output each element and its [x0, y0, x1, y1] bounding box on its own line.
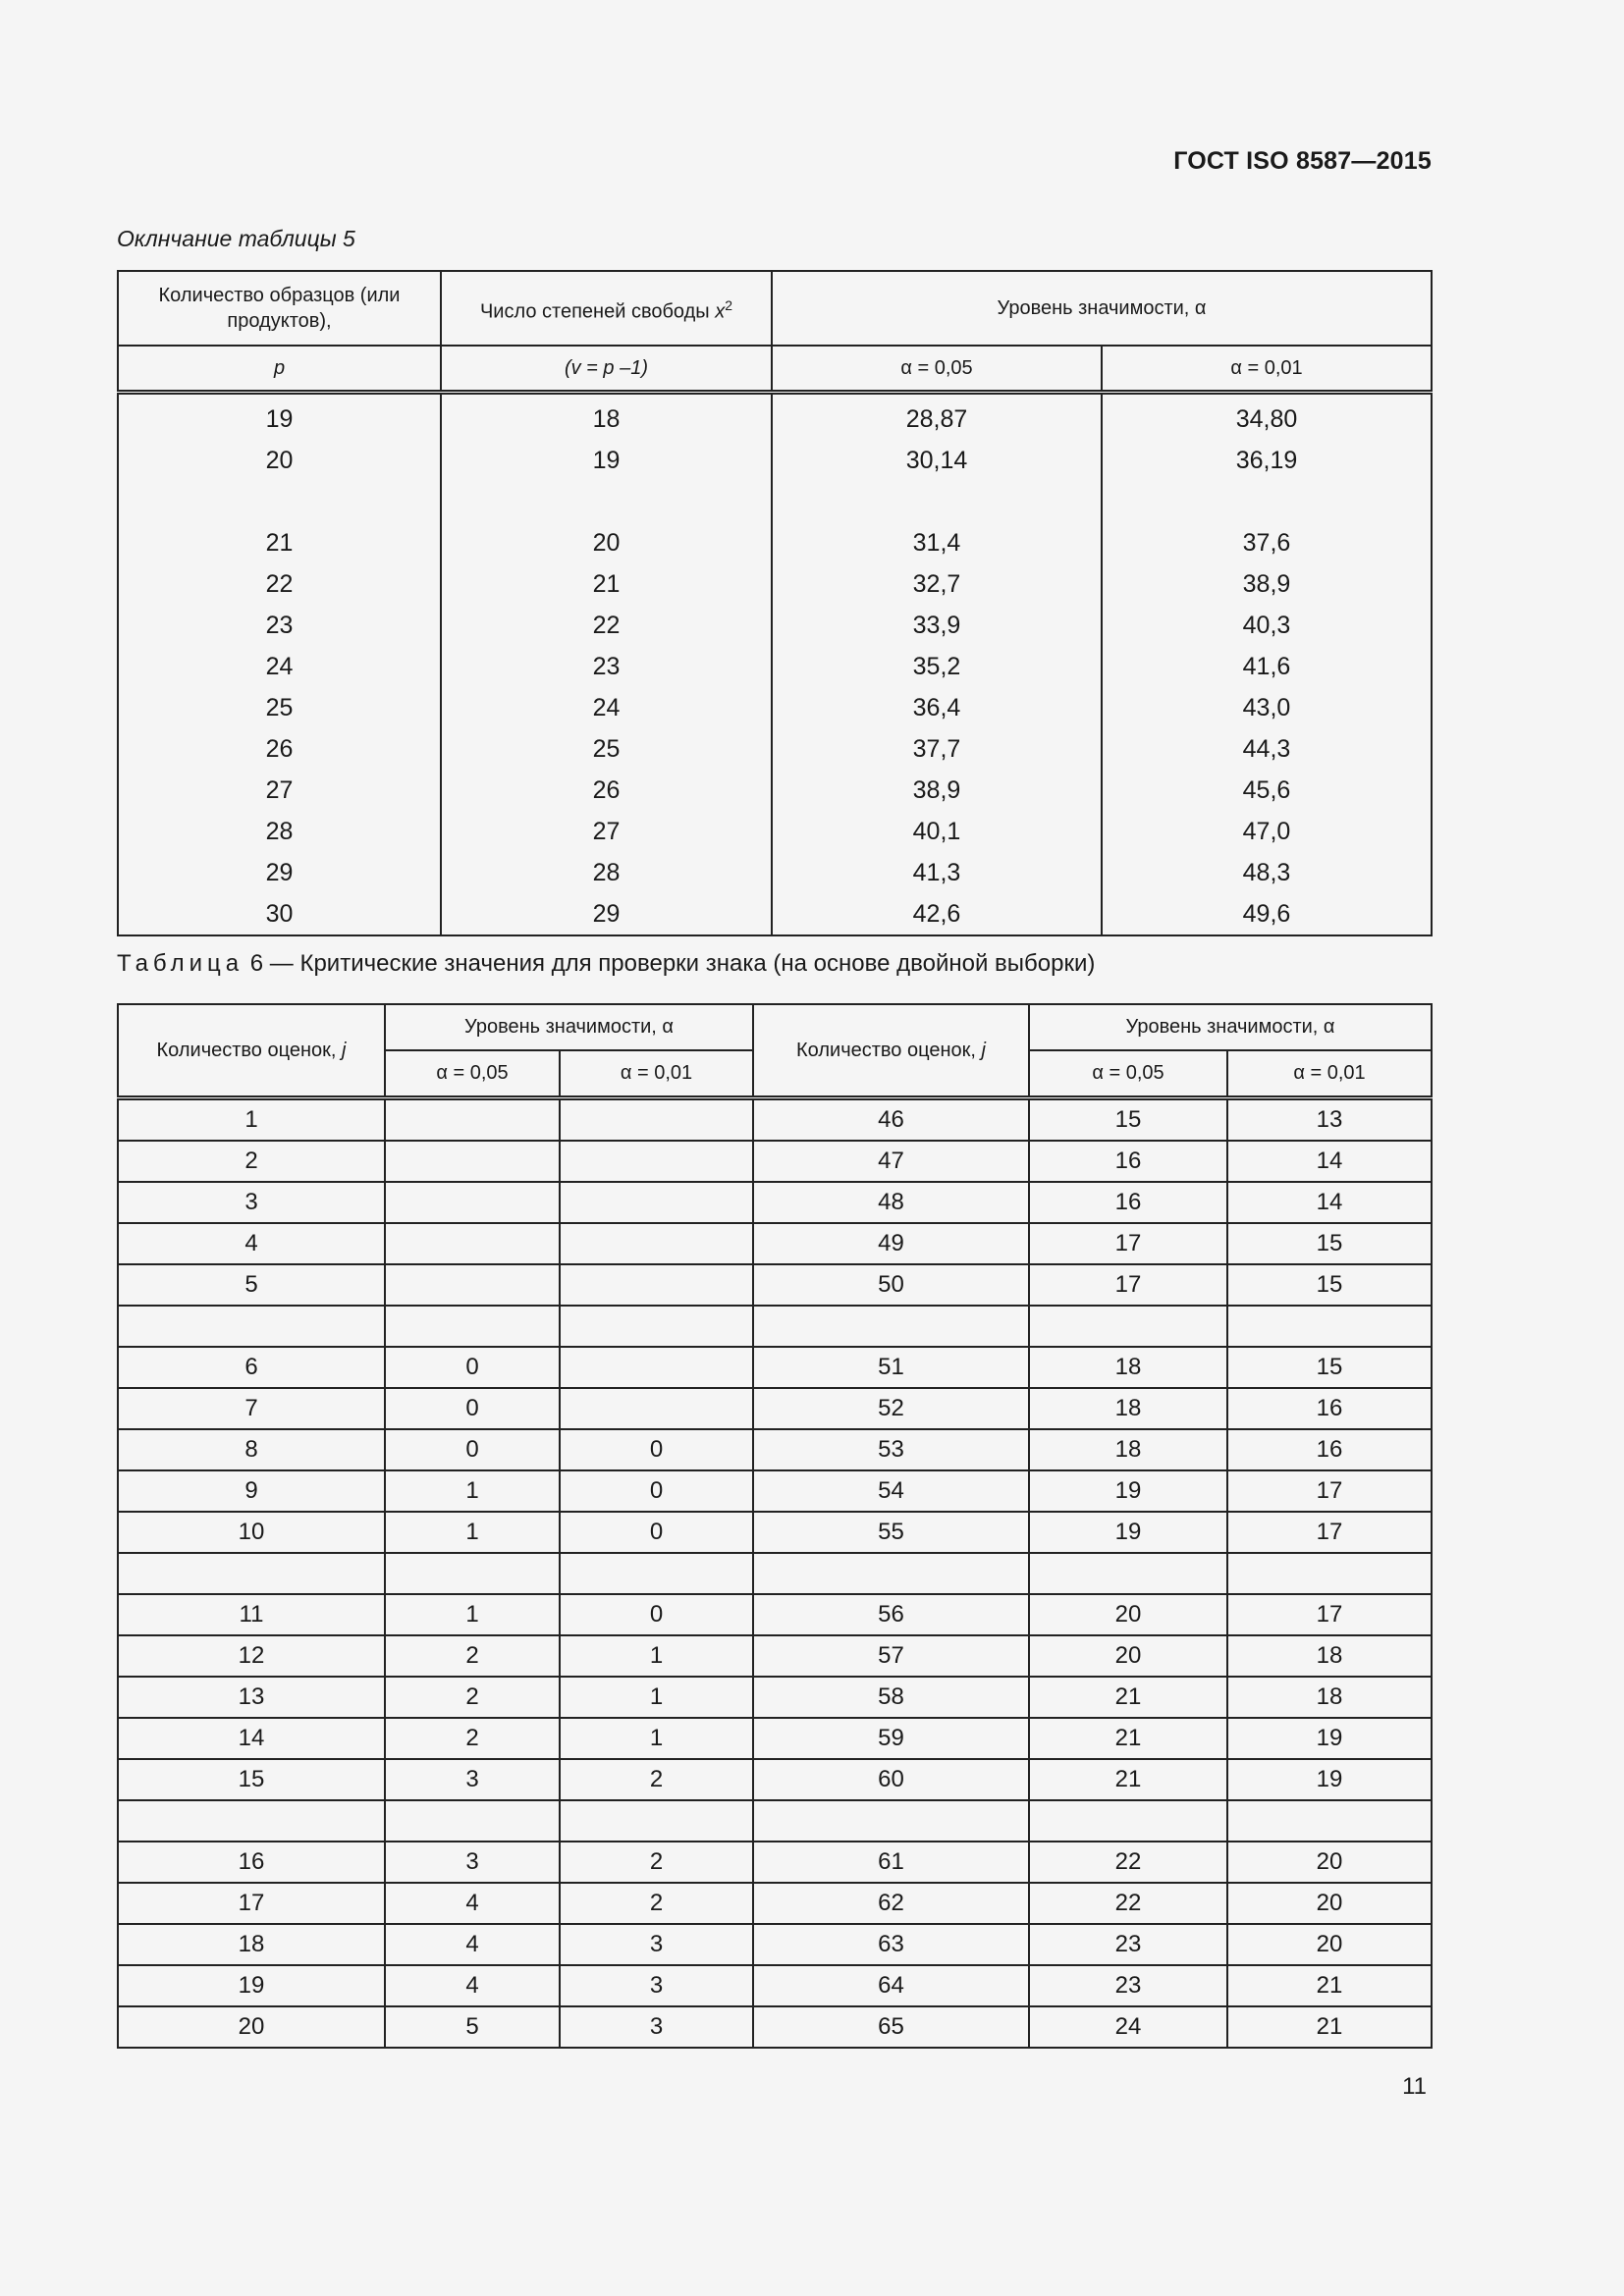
subheader-alpha-005-right: α = 0,05	[1029, 1050, 1227, 1098]
table5-subheader-row	[118, 346, 1432, 393]
table6-caption	[117, 950, 1095, 978]
table-row	[118, 728, 1432, 770]
subheader-alpha-001-left: α = 0,01	[560, 1050, 753, 1098]
table-cell: 44,3	[1102, 728, 1432, 770]
table-cell: 3	[560, 1965, 753, 2006]
table-cell: 54	[753, 1470, 1029, 1512]
table-cell: 36,4	[772, 687, 1102, 728]
table-row	[118, 1842, 1432, 1883]
header-degrees-of-freedom: Число степеней свободы $x^2$	[441, 271, 772, 346]
table-row	[118, 1512, 1432, 1553]
table-cell: 2	[560, 1842, 753, 1883]
table-row	[118, 1718, 1432, 1759]
table-cell: 0	[560, 1470, 753, 1512]
table-cell: 20	[1227, 1924, 1432, 1965]
table-cell	[385, 1098, 560, 1142]
table-cell	[1029, 1553, 1227, 1594]
table-cell: 0	[560, 1594, 753, 1635]
table-row	[118, 893, 1432, 935]
table-cell: 15	[1029, 1098, 1227, 1142]
table-cell: 27	[441, 811, 772, 852]
header-sample-count: Количество образцов (или продуктов),	[118, 271, 441, 346]
table-cell: 26	[441, 770, 772, 811]
table-cell: 62	[753, 1883, 1029, 1924]
table-row	[118, 1306, 1432, 1347]
table-cell: 20	[1029, 1635, 1227, 1677]
table-cell: 51	[753, 1347, 1029, 1388]
document-code: ГОСТ ISO 8587—2015	[1173, 147, 1432, 175]
table-cell	[753, 1306, 1029, 1347]
table-row	[118, 1759, 1432, 1800]
table-cell: 8	[118, 1429, 385, 1470]
table-cell	[560, 1388, 753, 1429]
table-cell	[385, 1223, 560, 1264]
table-cell: 20	[441, 522, 772, 563]
table-cell: 22	[1029, 1883, 1227, 1924]
table-cell: 26	[118, 728, 441, 770]
table-cell: 50	[753, 1264, 1029, 1306]
table-cell: 17	[1227, 1470, 1432, 1512]
table-cell: 63	[753, 1924, 1029, 1965]
table-cell: 38,9	[1102, 563, 1432, 605]
table-row	[118, 1594, 1432, 1635]
table-cell	[441, 481, 772, 522]
table-cell	[1227, 1553, 1432, 1594]
table-cell: 16	[1227, 1429, 1432, 1470]
table-row	[118, 1388, 1432, 1429]
table-cell: 18	[441, 393, 772, 441]
table-row	[118, 852, 1432, 893]
table-cell: 47	[753, 1141, 1029, 1182]
table-cell: 9	[118, 1470, 385, 1512]
table-cell	[385, 1141, 560, 1182]
table-cell: 23	[1029, 1924, 1227, 1965]
table-cell: 41,6	[1102, 646, 1432, 687]
table-cell: 61	[753, 1842, 1029, 1883]
table-cell: 19	[1029, 1512, 1227, 1553]
table-cell: 29	[441, 893, 772, 935]
table-cell: 37,6	[1102, 522, 1432, 563]
table-cell: 29	[118, 852, 441, 893]
table-cell: 60	[753, 1759, 1029, 1800]
table-cell: 14	[1227, 1141, 1432, 1182]
table-cell: 47,0	[1102, 811, 1432, 852]
table5-header-row	[118, 271, 1432, 346]
table-cell: 6	[118, 1347, 385, 1388]
header-significance-left: Уровень значимости, α	[385, 1004, 753, 1050]
table-cell: 22	[441, 605, 772, 646]
table-cell: 12	[118, 1635, 385, 1677]
table-cell: 23	[118, 605, 441, 646]
table-cell: 21	[1029, 1718, 1227, 1759]
table-cell: 56	[753, 1594, 1029, 1635]
table-cell: 3	[560, 2006, 753, 2048]
table-cell: 2	[385, 1718, 560, 1759]
table-cell: 49,6	[1102, 893, 1432, 935]
table-cell: 27	[118, 770, 441, 811]
table-row	[118, 1141, 1432, 1182]
table-cell: 4	[385, 1883, 560, 1924]
table-cell: 35,2	[772, 646, 1102, 687]
header-count-right: Количество оценок, j	[753, 1004, 1029, 1098]
table-cell: 3	[385, 1842, 560, 1883]
table-cell: 18	[1029, 1347, 1227, 1388]
table-cell: 13	[118, 1677, 385, 1718]
table-row	[118, 687, 1432, 728]
table-cell: 20	[1029, 1594, 1227, 1635]
table-cell: 37,7	[772, 728, 1102, 770]
table-cell	[560, 1800, 753, 1842]
table-row	[118, 1347, 1432, 1388]
table-cell: 17	[1227, 1594, 1432, 1635]
table-cell: 23	[1029, 1965, 1227, 2006]
table-row	[118, 1883, 1432, 1924]
table-cell: 17	[1029, 1264, 1227, 1306]
table-cell: 3	[118, 1182, 385, 1223]
table-cell: 18	[1029, 1388, 1227, 1429]
table-row	[118, 563, 1432, 605]
table-row	[118, 1965, 1432, 2006]
header-significance-level: Уровень значимости, α	[772, 271, 1432, 346]
table-cell: 49	[753, 1223, 1029, 1264]
table-cell: 3	[560, 1924, 753, 1965]
table-cell: 2	[560, 1759, 753, 1800]
table-cell	[560, 1182, 753, 1223]
table-cell: 53	[753, 1429, 1029, 1470]
table-row	[118, 522, 1432, 563]
table-cell: 16	[1227, 1388, 1432, 1429]
table-cell	[560, 1223, 753, 1264]
table-cell: 55	[753, 1512, 1029, 1553]
table-cell: 48,3	[1102, 852, 1432, 893]
table-cell: 17	[1029, 1223, 1227, 1264]
table-cell: 2	[385, 1677, 560, 1718]
table-cell: 30,14	[772, 440, 1102, 481]
table-cell	[1102, 481, 1432, 522]
table-row	[118, 1223, 1432, 1264]
table-row	[118, 605, 1432, 646]
table-5	[117, 270, 1433, 936]
table-cell: 32,7	[772, 563, 1102, 605]
table-cell: 19	[118, 1965, 385, 2006]
table-cell: 33,9	[772, 605, 1102, 646]
table-row	[118, 1264, 1432, 1306]
table-cell: 21	[1029, 1759, 1227, 1800]
table-cell: 5	[385, 2006, 560, 2048]
subheader-alpha-005-left: α = 0,05	[385, 1050, 560, 1098]
table-cell: 24	[118, 646, 441, 687]
table-cell: 7	[118, 1388, 385, 1429]
table-row	[118, 1470, 1432, 1512]
table-cell: 14	[118, 1718, 385, 1759]
table-cell: 13	[1227, 1098, 1432, 1142]
table-cell: 10	[118, 1512, 385, 1553]
table6-header-row	[118, 1004, 1432, 1050]
table-cell: 0	[385, 1388, 560, 1429]
table-cell	[118, 481, 441, 522]
table-cell: 38,9	[772, 770, 1102, 811]
table-cell	[560, 1347, 753, 1388]
table-row	[118, 393, 1432, 441]
table-cell: 15	[1227, 1347, 1432, 1388]
table-cell: 45,6	[1102, 770, 1432, 811]
table-cell: 42,6	[772, 893, 1102, 935]
table-cell: 21	[441, 563, 772, 605]
table-cell: 28,87	[772, 393, 1102, 441]
table-cell: 21	[1227, 1965, 1432, 2006]
table-cell: 31,4	[772, 522, 1102, 563]
table-cell	[118, 1800, 385, 1842]
table-cell: 4	[118, 1223, 385, 1264]
subheader-alpha-001: α = 0,01	[1102, 346, 1432, 393]
table6-caption-text: — Критические значения для проверки знака (на основе двойной выборки)	[263, 950, 1096, 977]
table-cell: 4	[385, 1965, 560, 2006]
table-cell	[385, 1800, 560, 1842]
table-cell: 65	[753, 2006, 1029, 2048]
table-cell: 15	[1227, 1264, 1432, 1306]
header-count-left: Количество оценок, j	[118, 1004, 385, 1098]
table-cell: 11	[118, 1594, 385, 1635]
table-cell: 20	[118, 2006, 385, 2048]
table5-caption: Оклнчание таблицы 5	[117, 226, 355, 251]
header-significance-right: Уровень значимости, α	[1029, 1004, 1432, 1050]
table-row	[118, 770, 1432, 811]
table-cell: 4	[385, 1924, 560, 1965]
table-cell	[560, 1141, 753, 1182]
table-cell	[1227, 1800, 1432, 1842]
table-cell: 0	[560, 1429, 753, 1470]
table-cell: 1	[560, 1677, 753, 1718]
table-cell: 36,19	[1102, 440, 1432, 481]
table-cell: 25	[118, 687, 441, 728]
table-cell: 3	[385, 1759, 560, 1800]
table-cell: 16	[118, 1842, 385, 1883]
table-cell	[385, 1264, 560, 1306]
table-cell: 15	[1227, 1223, 1432, 1264]
table-cell	[753, 1553, 1029, 1594]
table-cell: 21	[118, 522, 441, 563]
table-cell: 0	[385, 1347, 560, 1388]
table-cell: 1	[385, 1512, 560, 1553]
table-cell: 19	[1029, 1470, 1227, 1512]
table-cell	[118, 1553, 385, 1594]
table-cell: 43,0	[1102, 687, 1432, 728]
table-cell: 1	[118, 1098, 385, 1142]
table-cell: 30	[118, 893, 441, 935]
subheader-alpha-005: α = 0,05	[772, 346, 1102, 393]
table-cell: 21	[1029, 1677, 1227, 1718]
table6-caption-number: 6	[249, 950, 264, 977]
table-cell: 1	[560, 1718, 753, 1759]
subheader-p: p	[118, 346, 441, 393]
table-cell: 14	[1227, 1182, 1432, 1223]
table-cell: 24	[1029, 2006, 1227, 2048]
table-cell: 20	[118, 440, 441, 481]
table-cell: 2	[118, 1141, 385, 1182]
table-cell: 22	[1029, 1842, 1227, 1883]
table-cell: 59	[753, 1718, 1029, 1759]
table-cell: 19	[1227, 1759, 1432, 1800]
table-row	[118, 2006, 1432, 2048]
table-row	[118, 1677, 1432, 1718]
table-row	[118, 1635, 1432, 1677]
table-cell: 15	[118, 1759, 385, 1800]
table-cell: 16	[1029, 1141, 1227, 1182]
table-cell: 28	[441, 852, 772, 893]
table-cell	[560, 1553, 753, 1594]
table-cell: 25	[441, 728, 772, 770]
table-row	[118, 481, 1432, 522]
table-cell	[560, 1264, 753, 1306]
table-cell	[385, 1553, 560, 1594]
page-number: 11	[1402, 2073, 1427, 2100]
table-cell: 5	[118, 1264, 385, 1306]
table-cell: 34,80	[1102, 393, 1432, 441]
subheader-alpha-001-right: α = 0,01	[1227, 1050, 1432, 1098]
table-cell	[560, 1306, 753, 1347]
table-cell	[772, 481, 1102, 522]
table-cell: 16	[1029, 1182, 1227, 1223]
table-cell: 0	[385, 1429, 560, 1470]
table-cell: 2	[385, 1635, 560, 1677]
table-cell: 64	[753, 1965, 1029, 2006]
table-cell: 40,3	[1102, 605, 1432, 646]
table-row	[118, 1924, 1432, 1965]
table-cell: 40,1	[772, 811, 1102, 852]
table-cell: 58	[753, 1677, 1029, 1718]
table-cell: 1	[385, 1594, 560, 1635]
table-cell: 20	[1227, 1842, 1432, 1883]
table-cell: 18	[1029, 1429, 1227, 1470]
table-cell: 23	[441, 646, 772, 687]
table-cell: 22	[118, 563, 441, 605]
table-row	[118, 1429, 1432, 1470]
table-cell: 19	[118, 393, 441, 441]
table-cell: 41,3	[772, 852, 1102, 893]
table6-caption-label: Таблица	[117, 950, 244, 977]
table-6	[117, 1003, 1433, 2049]
table-cell: 28	[118, 811, 441, 852]
subheader-v: (v = p –1)	[441, 346, 772, 393]
table-cell: 46	[753, 1098, 1029, 1142]
table-cell: 57	[753, 1635, 1029, 1677]
table-cell: 20	[1227, 1883, 1432, 1924]
table-cell: 52	[753, 1388, 1029, 1429]
table-cell: 0	[560, 1512, 753, 1553]
table-cell: 1	[560, 1635, 753, 1677]
table-cell: 17	[118, 1883, 385, 1924]
table-cell: 24	[441, 687, 772, 728]
table-cell: 19	[1227, 1718, 1432, 1759]
table-cell	[385, 1182, 560, 1223]
table-cell: 19	[441, 440, 772, 481]
table-cell	[118, 1306, 385, 1347]
table-cell	[1029, 1306, 1227, 1347]
table-row	[118, 646, 1432, 687]
table-cell	[1227, 1306, 1432, 1347]
table-cell	[753, 1800, 1029, 1842]
table-cell: 2	[560, 1883, 753, 1924]
table-row	[118, 1553, 1432, 1594]
table-cell: 48	[753, 1182, 1029, 1223]
table-row	[118, 1182, 1432, 1223]
table-cell: 18	[1227, 1635, 1432, 1677]
table-cell	[1029, 1800, 1227, 1842]
table-cell: 18	[118, 1924, 385, 1965]
table-row	[118, 1098, 1432, 1142]
table-cell: 18	[1227, 1677, 1432, 1718]
table-cell	[385, 1306, 560, 1347]
table-cell	[560, 1098, 753, 1142]
table-cell: 17	[1227, 1512, 1432, 1553]
table-cell: 1	[385, 1470, 560, 1512]
table-cell: 21	[1227, 2006, 1432, 2048]
table-row	[118, 1800, 1432, 1842]
table-row	[118, 440, 1432, 481]
table-row	[118, 811, 1432, 852]
